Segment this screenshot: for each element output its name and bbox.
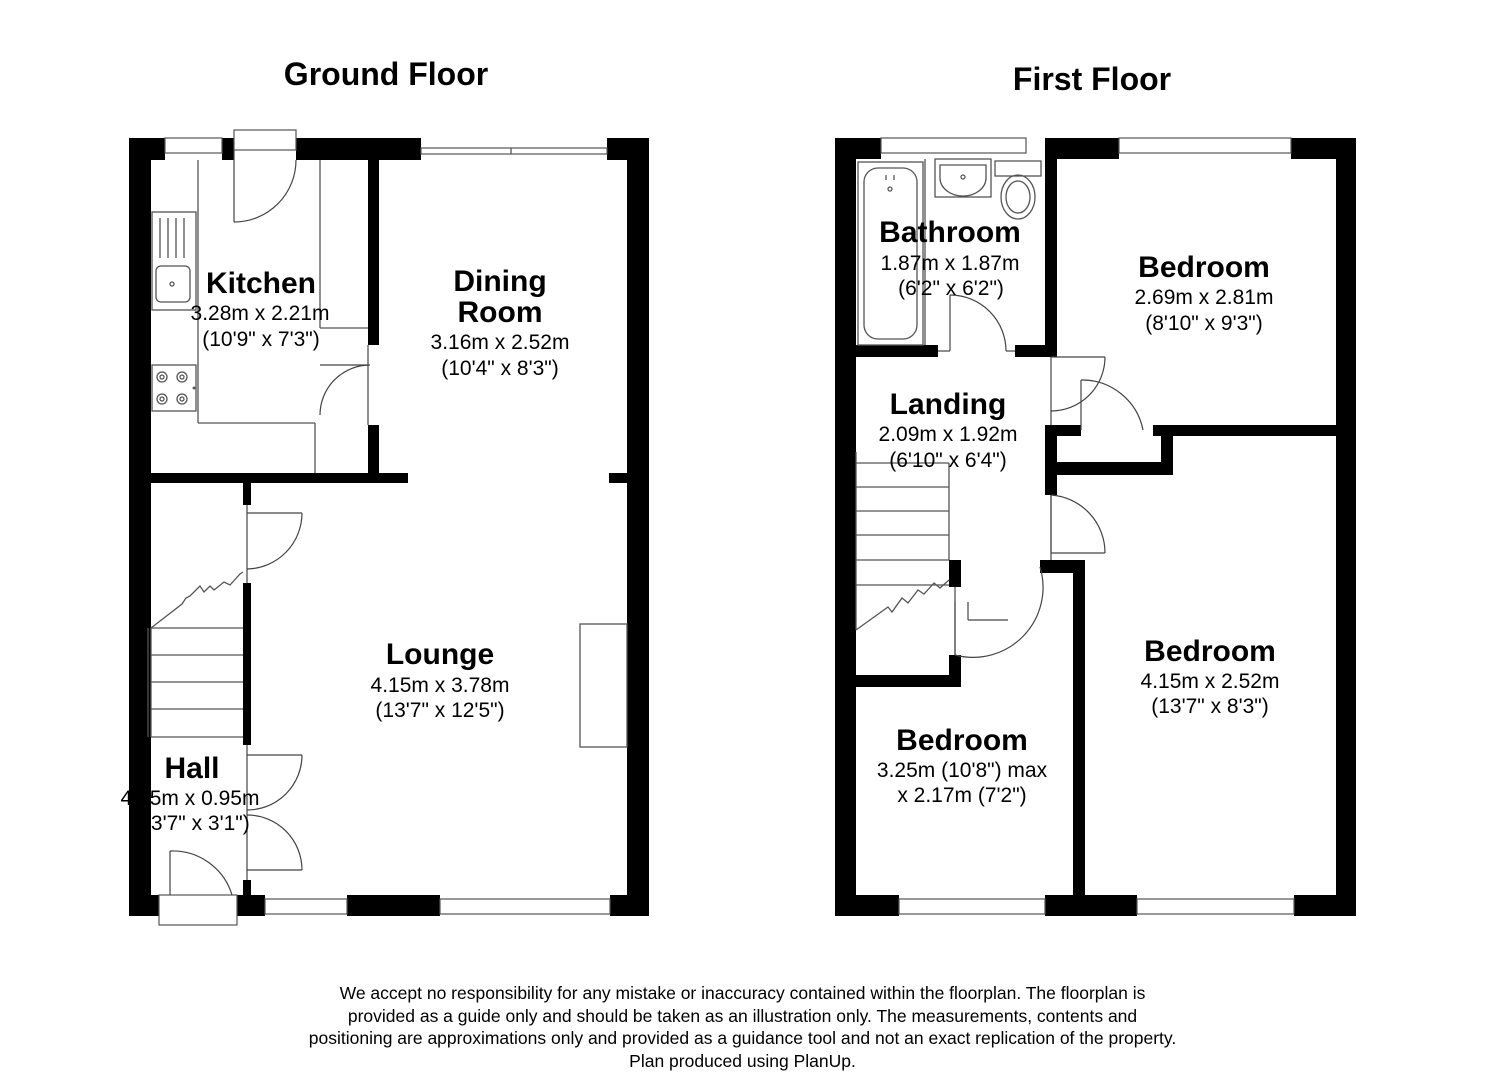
room-name: Landing xyxy=(889,388,1007,421)
wall xyxy=(949,655,961,687)
room-dimensions-metric: 3.16m x 2.52m xyxy=(430,331,570,354)
room-name: Dining xyxy=(453,265,547,298)
room-dimensions-imperial: (13'7" x 3'1") xyxy=(132,812,250,835)
first-floor-title: First Floor xyxy=(1012,61,1172,97)
disclaimer-line: We accept no responsibility for any mistake or inaccuracy contained within the floorplan. The floorplan is xyxy=(339,983,1146,1003)
hob-icon xyxy=(152,365,196,411)
wall xyxy=(243,483,251,505)
wall xyxy=(627,138,649,916)
first-floor-stairs xyxy=(856,452,949,630)
wall xyxy=(1045,159,1057,357)
wall xyxy=(1015,345,1057,357)
room-label-landing xyxy=(879,388,1018,472)
wall xyxy=(835,895,899,916)
room-name: Bedroom xyxy=(896,724,1028,757)
kitchen-sink-icon xyxy=(152,212,196,310)
room-dimensions-second-line: x 2.17m (7'2") xyxy=(897,784,1027,807)
room-dimensions-imperial: (13'7" x 8'3") xyxy=(1151,695,1269,718)
bedroom-3-door xyxy=(955,567,1043,657)
room-label-bathroom xyxy=(879,216,1021,300)
basin-icon xyxy=(935,159,991,197)
window xyxy=(440,899,610,914)
window xyxy=(165,138,222,153)
wall xyxy=(243,583,251,745)
bathroom-door xyxy=(938,295,1015,351)
room-dimensions-metric: 2.69m x 2.81m xyxy=(1134,286,1274,309)
room-name: Kitchen xyxy=(205,267,317,300)
room-name: Lounge xyxy=(385,638,495,671)
room-dimensions-metric: 1.87m x 1.87m xyxy=(880,252,1020,275)
wall xyxy=(347,895,440,916)
room-dimensions-metric: 3.25m (10'8") max xyxy=(876,759,1048,782)
room-dimensions-metric: 4.15m x 3.78m xyxy=(370,674,510,697)
wall xyxy=(1045,462,1173,475)
window xyxy=(881,138,1026,153)
lounge-door xyxy=(247,505,302,583)
room-dimensions-imperial: (13'7" x 12'5") xyxy=(375,699,505,722)
room-dimensions-metric: 4.15m x 2.52m xyxy=(1140,670,1280,693)
ground-floor-plan xyxy=(121,56,649,925)
fireplace xyxy=(580,624,627,747)
room-dimensions-metric: 4.15m x 0.95m xyxy=(120,787,260,810)
toilet-icon xyxy=(995,161,1041,219)
front-door xyxy=(159,851,237,925)
patio-door xyxy=(421,148,607,154)
wall xyxy=(949,560,961,587)
wall xyxy=(222,138,234,160)
disclaimer-line: positioning are approximations only and provided as a guidance tool and not an exact replication of the property. xyxy=(308,1028,1177,1048)
bedroom-2-door xyxy=(1051,495,1105,560)
first-floor-plan xyxy=(835,61,1356,916)
room-name: Room xyxy=(457,296,543,329)
wall xyxy=(835,138,881,159)
room-name: Bedroom xyxy=(1144,635,1276,668)
wall xyxy=(1294,895,1356,916)
wall xyxy=(609,473,629,483)
room-dimensions-imperial: (8'10" x 9'3") xyxy=(1145,312,1263,335)
room-name: Hall xyxy=(164,752,220,785)
room-dimensions-imperial: (6'2" x 6'2") xyxy=(898,277,1004,300)
window xyxy=(1137,899,1294,914)
window xyxy=(265,899,347,914)
wall xyxy=(1045,475,1057,495)
bedroom-1-door xyxy=(1051,357,1143,430)
room-label-dining-room xyxy=(431,265,570,380)
dining-door xyxy=(320,345,370,425)
wall xyxy=(856,675,961,687)
room-dimensions-imperial: (10'4" x 8'3") xyxy=(441,357,559,380)
wall xyxy=(296,138,421,160)
wall xyxy=(1291,138,1356,159)
wall xyxy=(1336,138,1356,916)
wall xyxy=(1073,560,1085,900)
wall xyxy=(1153,425,1343,436)
wall xyxy=(368,160,379,345)
wall xyxy=(243,880,251,895)
wall xyxy=(1045,895,1137,916)
disclaimer-text xyxy=(0,982,1485,1072)
kitchen-back-door xyxy=(234,130,296,222)
ground-floor-title: Ground Floor xyxy=(283,56,489,92)
hall-double-door xyxy=(247,745,302,880)
wall xyxy=(835,138,856,916)
room-label-lounge xyxy=(371,638,510,722)
room-name: Bathroom xyxy=(879,216,1021,249)
wall xyxy=(607,138,649,160)
wall xyxy=(129,895,159,916)
room-label-kitchen xyxy=(191,267,330,351)
wall xyxy=(151,473,408,483)
room-name: Bedroom xyxy=(1138,251,1270,284)
room-label-bedroom-rear xyxy=(1135,251,1274,335)
room-dimensions-metric: 2.09m x 1.92m xyxy=(878,423,1018,446)
ground-floor-stairs xyxy=(148,572,243,737)
room-label-bedroom-front-large xyxy=(1141,635,1280,718)
window xyxy=(1119,138,1291,153)
wall xyxy=(129,138,165,160)
wall xyxy=(1045,138,1119,159)
wall xyxy=(610,895,649,916)
disclaimer-line: provided as a guide only and should be taken as an illustration only. The measurements, contents and xyxy=(347,1005,1138,1026)
room-dimensions-imperial: (10'9" x 7'3") xyxy=(202,328,320,351)
window xyxy=(899,899,1045,914)
room-dimensions-imperial: (6'10" x 6'4") xyxy=(889,449,1007,472)
wall xyxy=(856,345,938,357)
disclaimer-line: Plan produced using PlanUp. xyxy=(629,1050,856,1071)
room-dimensions-metric: 3.28m x 2.21m xyxy=(190,302,330,325)
room-label-bedroom-front-small xyxy=(877,724,1048,807)
wall xyxy=(237,895,265,916)
wall xyxy=(1057,425,1081,436)
